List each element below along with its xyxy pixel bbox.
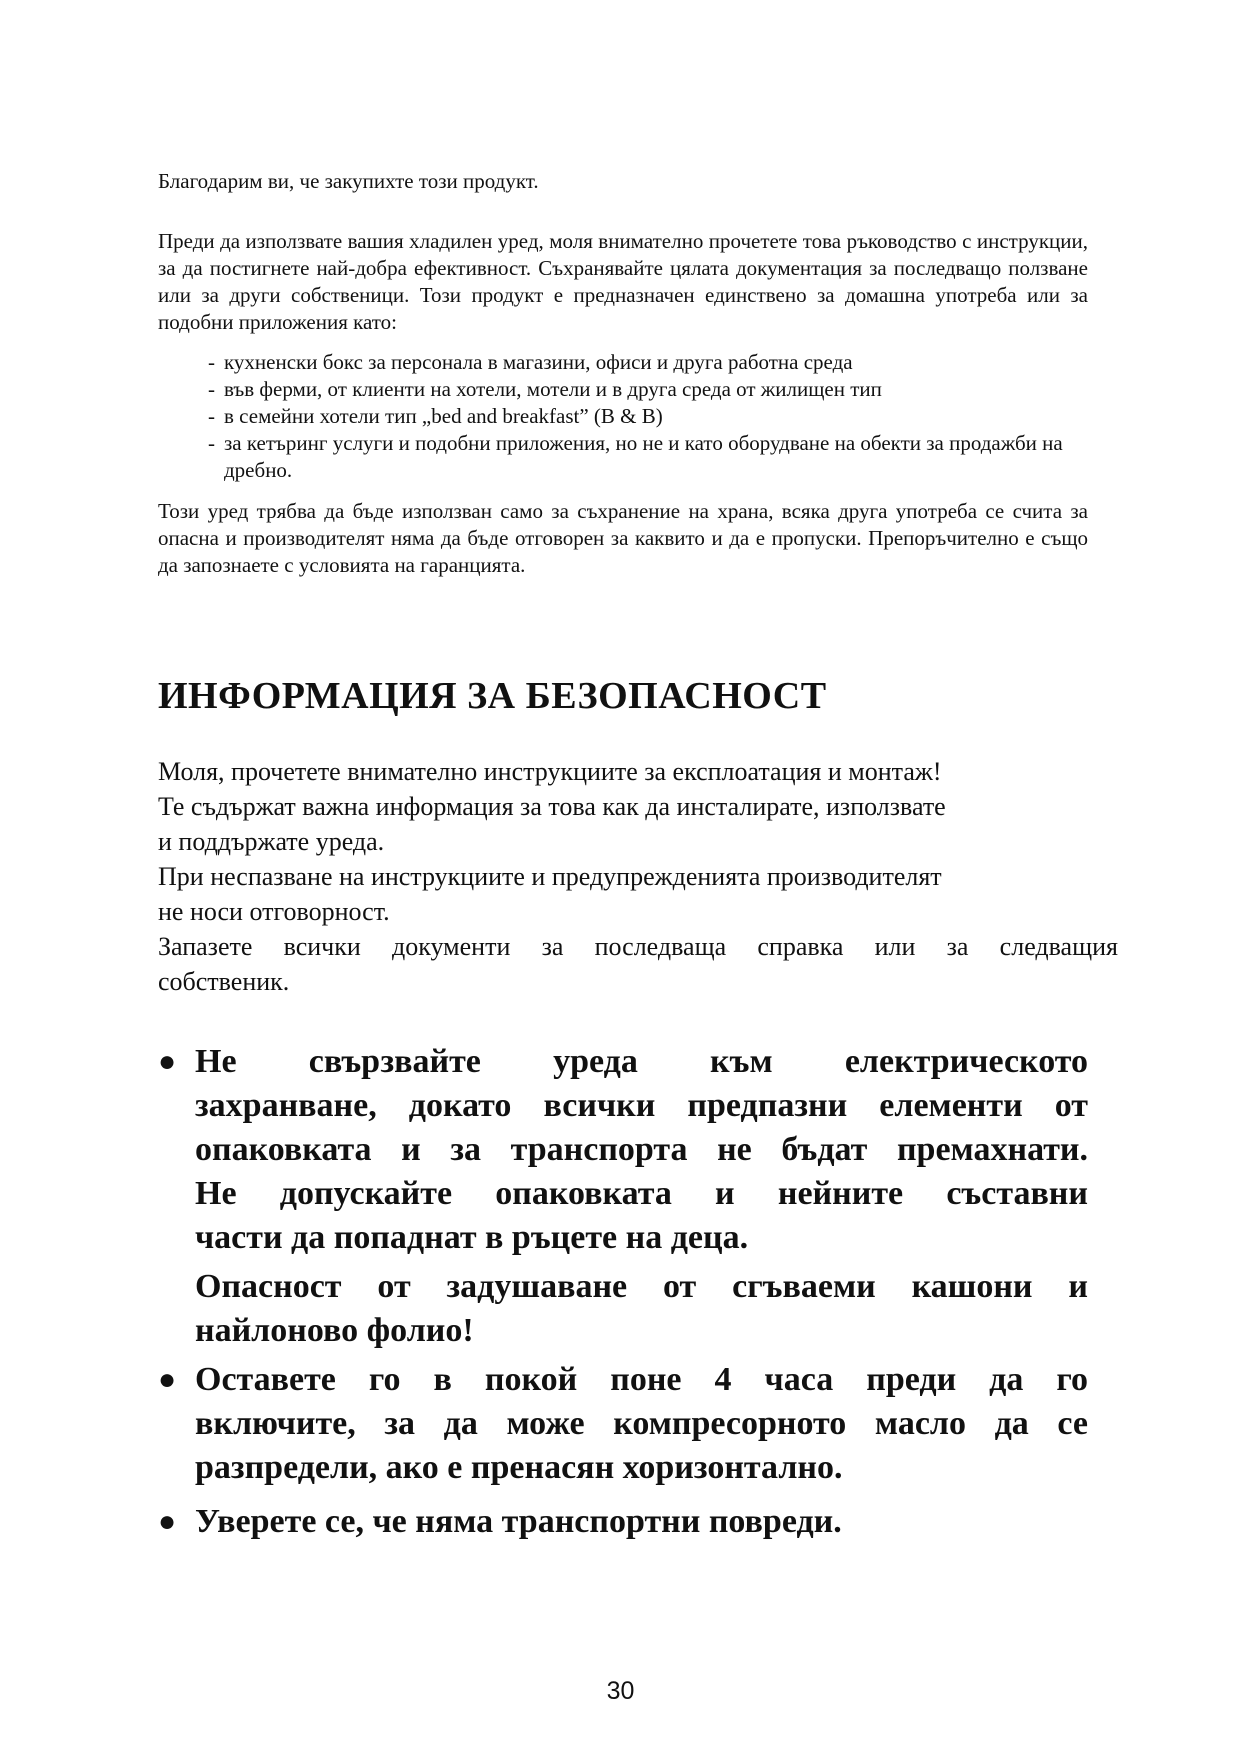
- list-item: - във ферми, от клиенти на хотели, мотели и в друга среда от жилищен тип: [208, 377, 882, 401]
- warning-line: Не допускайте опаковката и нейните съставни: [195, 1175, 1088, 1212]
- safety-intro-line: Моля, прочетете внимателно инструкциите за експлоатация и монтаж!: [158, 757, 942, 786]
- uses-list: [158, 349, 1088, 484]
- warning-line: опаковката и за транспорта не бъдат премахнати.: [195, 1131, 1088, 1168]
- safety-intro-line: При неспазване на инструкциите и предупрежденията производителят: [158, 862, 942, 891]
- safety-intro-line: и поддържате уреда.: [158, 827, 385, 856]
- warnings-list: [158, 1040, 1088, 1544]
- warning-line: захранване, докато всички предпазни елементи от: [195, 1087, 1088, 1124]
- safety-intro-line: Те съдържат важна информация за това как да инсталирате, използвате: [158, 792, 946, 821]
- warning-line: Оставете го в покой поне 4 часа преди да го: [195, 1361, 1088, 1398]
- thanks-text: Благодарим ви, че закупихте този продукт.: [158, 169, 539, 193]
- warning-item: [158, 1040, 1088, 1353]
- warning-line: найлоново фолио!: [195, 1312, 474, 1349]
- bullet-icon: ●: [158, 1045, 177, 1078]
- page-number: 30: [606, 1677, 635, 1705]
- warning-item: [158, 1358, 1088, 1490]
- warning-line: разпредели, ако е пренасян хоризонтално.: [195, 1449, 843, 1486]
- warning-line: части да попаднат в ръцете на деца.: [195, 1219, 749, 1256]
- safety-intro-line: собственик.: [158, 967, 290, 996]
- dash-marker: -: [208, 431, 215, 455]
- list-item: - за кетъринг услуги и подобни приложения, но не и като оборудване на обекти за продажби на дребно.: [208, 431, 1063, 482]
- dash-marker: -: [208, 377, 215, 401]
- warning-item: [158, 1500, 1088, 1544]
- safety-intro-line: Запазете всички документи за последваща справка или за следващия: [158, 932, 1118, 961]
- safety-intro: [158, 754, 1118, 999]
- safety-heading: ИНФОРМАЦИЯ ЗА БЕЗОПАСНОСТ: [158, 675, 827, 717]
- list-item: - в семейни хотели тип „bed and breakfast” (B & B): [208, 404, 663, 428]
- dash-marker: -: [208, 350, 215, 374]
- intro-section: [158, 168, 1088, 579]
- warning-line: Не свързвайте уреда към електрическото: [195, 1043, 1088, 1080]
- intro-paragraph: Преди да използвате вашия хладилен уред, моля внимателно прочетете това ръководство с инструкции, за да постигнете най-добра ефективност. Съхранявайте цялата документация за последващо ползване или за други собственици. Този продукт е предназначен единствено за домашна употреба или за подобни приложения като:: [158, 229, 1088, 334]
- usage-paragraph: Този уред трябва да бъде използван само за съхранение на храна, всяка друга употреба се счита за опасна и производителят няма да бъде отговорен за каквито и да е пропуски. Препоръчително е също да запознаете с условията на гаранцията.: [158, 499, 1088, 577]
- warning-line: Опасност от задушаване от сгъваеми кашони и: [195, 1268, 1088, 1305]
- warning-line: включите, за да може компресорното масло да се: [195, 1405, 1088, 1442]
- list-item: - кухненски бокс за персонала в магазини, офиси и друга работна среда: [208, 350, 853, 374]
- bullet-icon: ●: [158, 1363, 177, 1396]
- warning-line: Уверете се, че няма транспортни повреди.: [195, 1503, 842, 1540]
- bullet-icon: ●: [158, 1505, 177, 1538]
- dash-marker: -: [208, 404, 215, 428]
- safety-intro-line: не носи отговорност.: [158, 897, 390, 926]
